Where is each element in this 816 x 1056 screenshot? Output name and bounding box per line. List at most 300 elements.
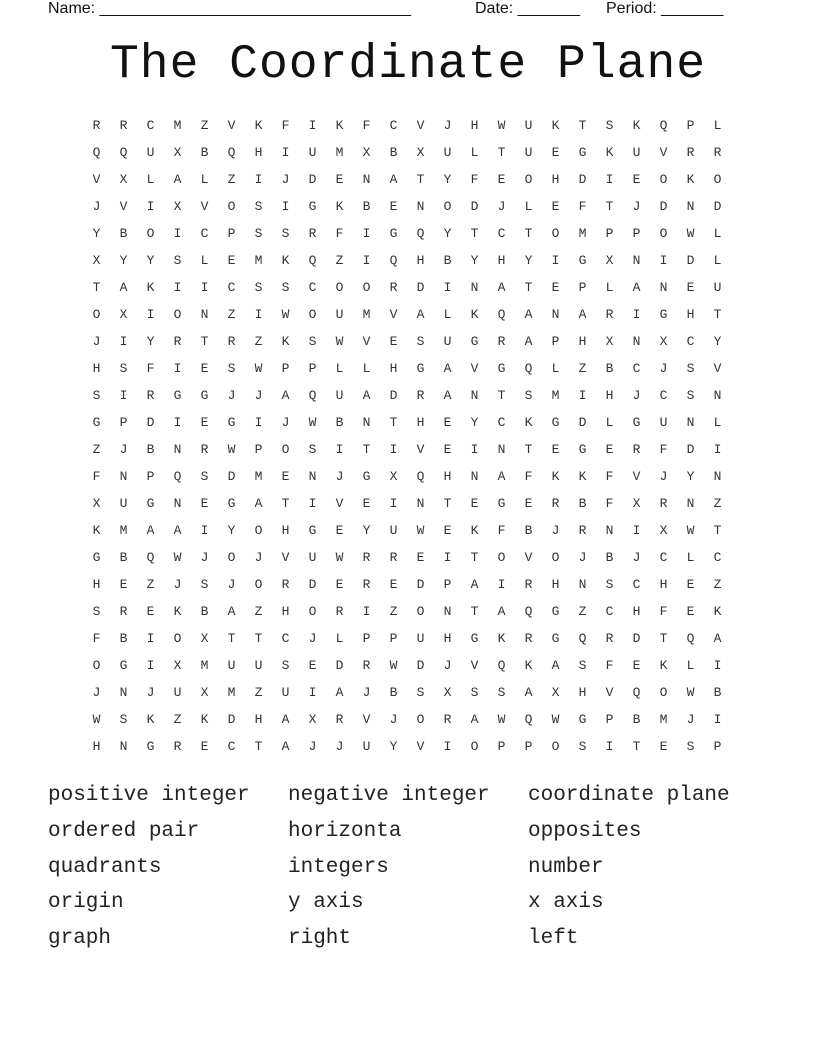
grid-row (83, 220, 731, 247)
grid-letter: U (524, 145, 533, 160)
grid-letter: T (605, 199, 614, 214)
grid-letter: U (632, 145, 641, 160)
grid-row (83, 166, 731, 193)
grid-letter: B (713, 685, 722, 700)
grid-letter: R (146, 388, 155, 403)
grid-letter: T (416, 172, 425, 187)
grid-letter: X (632, 496, 641, 511)
grid-letter: G (470, 334, 479, 349)
grid-letter: Y (470, 415, 479, 430)
grid-letter: T (443, 496, 452, 511)
grid-letter: P (281, 361, 290, 376)
grid-letter: X (119, 307, 128, 322)
grid-letter: E (524, 496, 533, 511)
grid-letter: Y (119, 253, 128, 268)
grid-letter: B (389, 145, 398, 160)
grid-letter: Y (470, 253, 479, 268)
grid-row (83, 247, 731, 274)
grid-letter: L (200, 253, 209, 268)
grid-letter: E (200, 361, 209, 376)
grid-letter: W (497, 118, 506, 133)
grid-letter: Q (524, 361, 533, 376)
grid-letter: Y (389, 739, 398, 754)
grid-letter: G (227, 415, 236, 430)
grid-letter: A (470, 712, 479, 727)
grid-letter: N (632, 334, 641, 349)
grid-letter: E (551, 145, 560, 160)
grid-letter: A (632, 280, 641, 295)
grid-letter: I (443, 280, 452, 295)
grid-letter: L (200, 172, 209, 187)
grid-letter: N (686, 496, 695, 511)
grid-letter: E (551, 442, 560, 457)
grid-letter: J (146, 685, 155, 700)
grid-row (83, 706, 731, 733)
grid-letter: B (200, 145, 209, 160)
grid-letter: Y (227, 523, 236, 538)
period-field-label: Period: _______ (606, 0, 724, 17)
grid-letter: J (632, 388, 641, 403)
grid-letter: I (200, 280, 209, 295)
page-title: The Coordinate Plane (109, 38, 707, 92)
grid-letter: G (92, 415, 101, 430)
grid-letter: T (470, 550, 479, 565)
grid-letter: E (200, 739, 209, 754)
grid-letter: B (605, 361, 614, 376)
grid-letter: S (578, 739, 587, 754)
grid-letter: Y (92, 226, 101, 241)
grid-letter: J (119, 442, 128, 457)
grid-letter: C (497, 415, 506, 430)
grid-letter: D (416, 280, 425, 295)
grid-letter: S (200, 577, 209, 592)
grid-letter: F (497, 523, 506, 538)
grid-letter: D (470, 199, 479, 214)
grid-letter: E (632, 172, 641, 187)
grid-row (83, 679, 731, 706)
grid-letter: E (200, 496, 209, 511)
grid-letter: J (92, 334, 101, 349)
grid-letter: W (551, 712, 560, 727)
grid-letter: W (686, 226, 695, 241)
word-bank-item: opposites (528, 819, 642, 843)
grid-letter: W (308, 415, 317, 430)
grid-letter: B (119, 631, 128, 646)
grid-letter: K (254, 118, 263, 133)
grid-letter: S (281, 280, 290, 295)
grid-letter: I (119, 388, 128, 403)
grid-letter: J (254, 388, 263, 403)
grid-letter: Q (308, 388, 317, 403)
grid-letter: G (92, 550, 101, 565)
grid-letter: O (92, 307, 101, 322)
date-field-label: Date: _______ (475, 0, 580, 17)
grid-letter: N (362, 172, 371, 187)
grid-letter: R (713, 145, 722, 160)
word-bank-item: right (288, 927, 352, 950)
grid-row (83, 301, 731, 328)
grid-letter: U (335, 307, 344, 322)
grid-letter: U (713, 280, 722, 295)
grid-letter: N (686, 199, 695, 214)
grid-letter: P (308, 361, 317, 376)
grid-letter: F (605, 496, 614, 511)
grid-letter: U (254, 658, 263, 673)
grid-letter: V (362, 712, 371, 727)
grid-letter: G (308, 199, 317, 214)
grid-row (83, 625, 731, 652)
grid-letter: I (713, 442, 722, 457)
grid-letter: Q (497, 307, 506, 322)
grid-letter: A (173, 172, 182, 187)
grid-letter: V (470, 361, 479, 376)
grid-letter: L (443, 307, 452, 322)
grid-letter: G (659, 307, 668, 322)
grid-letter: Z (389, 604, 398, 619)
grid-letter: B (146, 442, 155, 457)
grid-letter: S (281, 658, 290, 673)
grid-letter: X (551, 685, 560, 700)
grid-row (83, 544, 731, 571)
grid-letter: T (524, 226, 533, 241)
grid-letter: E (308, 658, 317, 673)
grid-letter: Q (497, 658, 506, 673)
grid-letter: H (470, 118, 479, 133)
grid-letter: S (173, 253, 182, 268)
grid-letter: W (254, 361, 263, 376)
grid-letter: P (551, 334, 560, 349)
grid-letter: M (551, 388, 560, 403)
grid-letter: W (92, 712, 101, 727)
grid-letter: C (497, 226, 506, 241)
grid-letter: V (362, 334, 371, 349)
grid-letter: N (119, 469, 128, 484)
grid-letter: E (389, 334, 398, 349)
grid-letter: R (524, 631, 533, 646)
grid-letter: T (713, 523, 722, 538)
grid-letter: S (308, 442, 317, 457)
grid-letter: P (227, 226, 236, 241)
grid-letter: E (119, 577, 128, 592)
grid-letter: A (443, 388, 452, 403)
grid-letter: J (686, 712, 695, 727)
grid-letter: E (443, 523, 452, 538)
grid-letter: N (713, 469, 722, 484)
grid-letter: A (443, 361, 452, 376)
grid-letter: D (308, 577, 317, 592)
grid-letter: L (524, 199, 533, 214)
grid-letter: H (578, 334, 587, 349)
grid-letter: E (335, 577, 344, 592)
grid-letter: Z (335, 253, 344, 268)
grid-letter: U (362, 739, 371, 754)
grid-letter: A (524, 685, 533, 700)
grid-letter: I (362, 226, 371, 241)
grid-letter: F (470, 172, 479, 187)
grid-letter: F (659, 604, 668, 619)
grid-letter: U (335, 388, 344, 403)
grid-letter: Q (416, 469, 425, 484)
grid-letter: N (497, 442, 506, 457)
grid-letter: H (443, 631, 452, 646)
grid-letter: C (200, 226, 209, 241)
grid-letter: A (281, 712, 290, 727)
grid-letter: Q (389, 253, 398, 268)
grid-letter: D (416, 658, 425, 673)
grid-letter: L (362, 361, 371, 376)
grid-letter: K (524, 658, 533, 673)
grid-letter: U (308, 550, 317, 565)
grid-letter: Q (686, 631, 695, 646)
grid-letter: I (254, 307, 263, 322)
grid-letter: P (443, 577, 452, 592)
grid-letter: N (416, 496, 425, 511)
grid-letter: O (254, 577, 263, 592)
grid-letter: L (605, 415, 614, 430)
grid-letter: S (281, 226, 290, 241)
grid-letter: O (173, 307, 182, 322)
grid-letter: U (389, 523, 398, 538)
grid-letter: E (335, 172, 344, 187)
grid-letter: K (281, 334, 290, 349)
grid-letter: N (173, 442, 182, 457)
grid-letter: S (578, 658, 587, 673)
grid-letter: Y (443, 172, 452, 187)
grid-letter: R (335, 712, 344, 727)
grid-letter: O (254, 523, 263, 538)
grid-letter: R (389, 550, 398, 565)
grid-letter: N (470, 388, 479, 403)
grid-letter: T (659, 631, 668, 646)
grid-letter: N (200, 307, 209, 322)
word-bank-item: horizonta (288, 819, 402, 843)
grid-letter: E (227, 253, 236, 268)
grid-letter: E (686, 604, 695, 619)
grid-letter: F (362, 118, 371, 133)
word-bank-row (48, 814, 768, 850)
grid-letter: K (605, 145, 614, 160)
grid-letter: N (470, 280, 479, 295)
grid-letter: X (173, 145, 182, 160)
grid-letter: Y (686, 469, 695, 484)
grid-letter: A (281, 388, 290, 403)
grid-letter: T (524, 442, 533, 457)
grid-letter: G (497, 496, 506, 511)
grid-letter: I (362, 253, 371, 268)
grid-letter: G (119, 658, 128, 673)
grid-letter: C (227, 739, 236, 754)
grid-letter: Y (146, 334, 155, 349)
grid-letter: K (497, 631, 506, 646)
grid-letter: E (686, 577, 695, 592)
grid-letter: V (335, 496, 344, 511)
grid-letter: H (659, 577, 668, 592)
grid-letter: J (227, 388, 236, 403)
grid-letter: Q (659, 118, 668, 133)
grid-letter: K (551, 469, 560, 484)
grid-letter: D (686, 442, 695, 457)
grid-letter: R (200, 442, 209, 457)
grid-letter: Q (173, 469, 182, 484)
grid-letter: S (254, 226, 263, 241)
grid-letter: O (551, 226, 560, 241)
word-bank-item: integers (288, 855, 389, 879)
word-bank-item: negative integer (288, 784, 490, 807)
grid-letter: A (497, 469, 506, 484)
grid-letter: S (119, 712, 128, 727)
grid-letter: S (200, 469, 209, 484)
grid-letter: N (659, 280, 668, 295)
grid-letter: R (389, 280, 398, 295)
grid-letter: H (254, 712, 263, 727)
grid-letter: I (713, 712, 722, 727)
grid-letter: B (605, 550, 614, 565)
grid-letter: W (389, 658, 398, 673)
grid-letter: A (335, 685, 344, 700)
grid-letter: G (146, 496, 155, 511)
grid-letter: W (335, 334, 344, 349)
grid-letter: J (227, 577, 236, 592)
grid-letter: U (281, 685, 290, 700)
grid-letter: I (713, 658, 722, 673)
grid-letter: A (173, 523, 182, 538)
grid-letter: G (578, 145, 587, 160)
grid-letter: S (686, 739, 695, 754)
grid-letter: H (578, 685, 587, 700)
grid-letter: Q (632, 685, 641, 700)
grid-letter: H (632, 604, 641, 619)
grid-letter: O (92, 658, 101, 673)
grid-letter: N (551, 307, 560, 322)
grid-letter: M (362, 307, 371, 322)
grid-letter: J (389, 712, 398, 727)
grid-letter: S (524, 388, 533, 403)
grid-letter: I (605, 739, 614, 754)
word-search-grid (83, 112, 731, 760)
grid-letter: X (605, 334, 614, 349)
grid-letter: T (92, 280, 101, 295)
grid-letter: Y (443, 226, 452, 241)
grid-letter: V (605, 685, 614, 700)
grid-letter: O (470, 739, 479, 754)
grid-letter: U (524, 118, 533, 133)
grid-letter: I (632, 523, 641, 538)
grid-letter: I (173, 361, 182, 376)
grid-letter: I (308, 685, 317, 700)
grid-letter: G (578, 712, 587, 727)
grid-letter: P (389, 631, 398, 646)
grid-letter: K (524, 415, 533, 430)
grid-letter: T (200, 334, 209, 349)
grid-letter: I (632, 307, 641, 322)
grid-letter: I (443, 739, 452, 754)
grid-letter: Y (524, 253, 533, 268)
grid-letter: I (551, 253, 560, 268)
grid-letter: J (335, 469, 344, 484)
grid-letter: T (254, 631, 263, 646)
grid-letter: X (659, 334, 668, 349)
word-bank-item: y axis (288, 891, 364, 915)
grid-letter: F (335, 226, 344, 241)
grid-letter: D (632, 631, 641, 646)
grid-letter: I (173, 226, 182, 241)
grid-letter: J (254, 550, 263, 565)
grid-letter: A (362, 388, 371, 403)
grid-letter: T (497, 145, 506, 160)
grid-letter: P (254, 442, 263, 457)
grid-letter: N (443, 604, 452, 619)
grid-letter: H (497, 253, 506, 268)
grid-letter: V (416, 118, 425, 133)
grid-letter: A (227, 604, 236, 619)
grid-letter: N (470, 469, 479, 484)
grid-letter: E (497, 172, 506, 187)
grid-letter: V (416, 442, 425, 457)
grid-letter: D (146, 415, 155, 430)
grid-letter: W (227, 442, 236, 457)
grid-letter: I (281, 145, 290, 160)
grid-letter: V (119, 199, 128, 214)
grid-letter: J (308, 739, 317, 754)
grid-letter: J (578, 550, 587, 565)
grid-letter: U (659, 415, 668, 430)
grid-letter: H (686, 307, 695, 322)
grid-letter: F (92, 631, 101, 646)
grid-letter: V (389, 307, 398, 322)
grid-letter: R (686, 145, 695, 160)
word-bank-row (48, 850, 768, 886)
grid-letter: H (92, 577, 101, 592)
grid-letter: T (632, 739, 641, 754)
grid-letter: R (308, 226, 317, 241)
grid-letter: M (254, 469, 263, 484)
grid-letter: I (281, 199, 290, 214)
grid-letter: Q (524, 712, 533, 727)
grid-letter: S (92, 388, 101, 403)
grid-letter: O (227, 199, 236, 214)
grid-letter: J (551, 523, 560, 538)
grid-letter: E (470, 496, 479, 511)
grid-letter: I (119, 334, 128, 349)
grid-letter: C (686, 334, 695, 349)
grid-letter: H (605, 388, 614, 403)
grid-letter: E (200, 415, 209, 430)
grid-letter: U (146, 145, 155, 160)
grid-letter: D (578, 415, 587, 430)
grid-letter: Z (578, 604, 587, 619)
grid-letter: M (254, 253, 263, 268)
grid-letter: I (200, 523, 209, 538)
grid-row (83, 409, 731, 436)
grid-letter: M (173, 118, 182, 133)
grid-letter: J (497, 199, 506, 214)
grid-letter: I (146, 631, 155, 646)
grid-letter: C (632, 577, 641, 592)
grid-letter: F (524, 469, 533, 484)
grid-letter: P (605, 226, 614, 241)
grid-letter: V (227, 118, 236, 133)
grid-letter: Y (362, 523, 371, 538)
grid-letter: S (605, 577, 614, 592)
name-field-label: Name: ___________________________________ (48, 0, 412, 17)
grid-letter: S (497, 685, 506, 700)
grid-letter: J (200, 550, 209, 565)
grid-letter: N (605, 523, 614, 538)
grid-letter: H (443, 469, 452, 484)
grid-letter: Q (578, 631, 587, 646)
grid-letter: B (362, 199, 371, 214)
grid-letter: B (632, 712, 641, 727)
